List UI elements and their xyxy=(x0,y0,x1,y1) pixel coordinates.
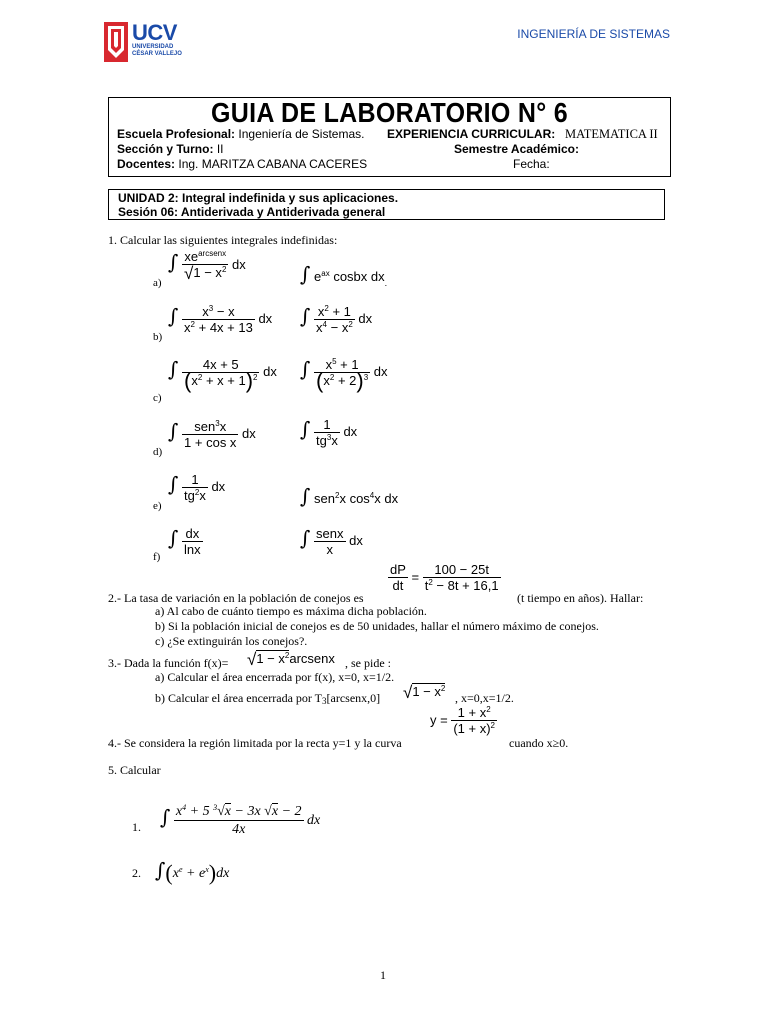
curriculum-row xyxy=(387,127,555,141)
curriculum-label: EXPERIENCIA CURRICULAR: xyxy=(387,127,556,141)
section-label: Sección y Turno: xyxy=(117,142,214,156)
q3-item-b-tail: , x=0,x=1/2. xyxy=(455,691,514,705)
q2-intro: 2.- La tasa de variación en la población de conejos es xyxy=(108,591,364,605)
program-name: INGENIERÍA DE SISTEMAS xyxy=(517,27,670,41)
session-title: Sesión 06: Antiderivada y Antiderivada general xyxy=(118,205,386,219)
q4-curve: y = $\frac{1 + x^2}{(1 + x)^2}$ xyxy=(430,705,495,736)
q3-tail: , se pide : xyxy=(345,656,391,670)
q3-sqrt-term: $√1 - x^2$ xyxy=(403,683,446,702)
q1-label-a: a) xyxy=(153,277,162,289)
integral-e2: ∫ sen$^2$x $\cos^4x$ dx xyxy=(300,484,399,508)
integral-b1: ∫ $\frac{x^3 - x}{x^2 + 4x + 13}$ dx xyxy=(168,303,273,335)
q3-intro: 3.- Dada la función f(x)= xyxy=(108,656,229,670)
q2-tail: (t tiempo en años). Hallar: xyxy=(517,591,644,605)
school-row xyxy=(117,127,364,141)
q3-function: $√1 - x^2arcsenx$ xyxy=(247,650,335,669)
q2-rate-equation: $\frac{dP}{dt}$ = $\frac{100 - 25t}{t^2 - 8t + 16,1}$ xyxy=(390,562,499,593)
unit-box xyxy=(108,189,665,220)
q1-label-c: c) xyxy=(153,392,162,404)
integral-5-1: ∫ $\frac{x^4 + 5 ^3√x - 3x √x - 2}{4x}$ dx xyxy=(160,803,321,837)
integral-5-2: $\int(x^e + e^x)dx$ xyxy=(155,858,230,885)
q3-item-b: b) Calcular el área encerrada por $T_3[arcsenx,0]$ xyxy=(155,691,381,706)
q1-intro: 1. Calcular las siguientes integrales indefinidas: xyxy=(108,233,338,247)
integral-c2: ∫ $\frac{x^5 + 1}{(x^2 + 2)^3}$ dx xyxy=(300,356,388,393)
semester-label: Semestre Académico: xyxy=(454,142,579,156)
integral-c1: ∫ $\frac{4x + 5}{(x^2 + x + 1)^2}$ dx xyxy=(168,356,277,393)
info-box xyxy=(108,97,671,177)
q1-label-f: f) xyxy=(153,551,161,563)
integral-b2: ∫ $\frac{x^2 + 1}{x^4 - x^2}$ dx xyxy=(300,303,373,335)
integral-e1: ∫ $\frac{1}{tg^2x}$ dx xyxy=(168,471,226,503)
teacher-value: Ing. MARITZA CABANA CACERES xyxy=(178,157,368,171)
curriculum-value: MATEMATICA II xyxy=(565,127,658,141)
integral-a1: ∫ $\frac{xe^{arcsenx}}{√1 - x^2}$ dx xyxy=(168,249,246,284)
integral-a2: ∫ $e^{ax}$ cosbx $dx_.$ xyxy=(300,262,388,288)
integral-f1: ∫ $\frac{dx}{\ln x}$ xyxy=(168,525,201,557)
q2-item-c: c) ¿Se extinguirán los conejos?. xyxy=(155,634,308,648)
q3-item-b-text: b) Calcular el área encerrada por T xyxy=(155,691,323,705)
ucv-logo xyxy=(104,20,188,66)
q2-item-a: a) Al cabo de cuánto tiempo es máxima dicha población. xyxy=(155,604,427,618)
q1-label-e: e) xyxy=(153,500,162,512)
teacher-row xyxy=(117,157,367,171)
section-value: II xyxy=(216,142,224,156)
q4-tail: cuando x≥0. xyxy=(509,736,569,750)
q5-label-1: 1. xyxy=(132,820,141,834)
q1-label-d: d) xyxy=(153,446,163,458)
date-label: Fecha: xyxy=(513,157,550,171)
q2-item-b: b) Si la población inicial de conejos es de 50 unidades, hallar el número máximo de conejos. xyxy=(155,619,599,633)
page-title: GUIA DE LABORATORIO N° 6 xyxy=(210,97,569,129)
unit-title: UNIDAD 2: Integral indefinida y sus aplicaciones. xyxy=(118,191,399,205)
logo-text: UCV xyxy=(132,20,177,45)
teacher-label: Docentes: xyxy=(117,157,176,171)
q1-label-b: b) xyxy=(153,331,163,343)
q4-intro: 4.- Se considera la región limitada por la recta y=1 y la curva xyxy=(108,736,402,750)
integral-f2: ∫ $\frac{\text{senx}}{x}$ dx xyxy=(300,525,363,557)
logo-sub2: CÉSAR VALLEJO xyxy=(132,51,182,57)
integral-d2: ∫ $\frac{1}{tg^3x}$ dx xyxy=(300,416,358,448)
integral-d1: ∫ $\frac{sen^3x}{\text{1 + cos x}}$ dx xyxy=(168,418,256,450)
q3-item-a: a) Calcular el área encerrada por f(x), x=0, x=1/2. xyxy=(155,670,395,684)
school-label: Escuela Profesional: xyxy=(117,127,236,141)
page-number: 1 xyxy=(380,968,386,982)
q5-intro: 5. Calcular xyxy=(108,763,161,777)
q5-label-2: 2. xyxy=(132,866,141,880)
school-value: Ingeniería de Sistemas. xyxy=(238,127,365,141)
q3-item-b-text2: [arcsenx,0] xyxy=(326,691,381,705)
section-row xyxy=(117,142,223,156)
logo-sub1: UNIVERSIDAD xyxy=(132,44,174,50)
